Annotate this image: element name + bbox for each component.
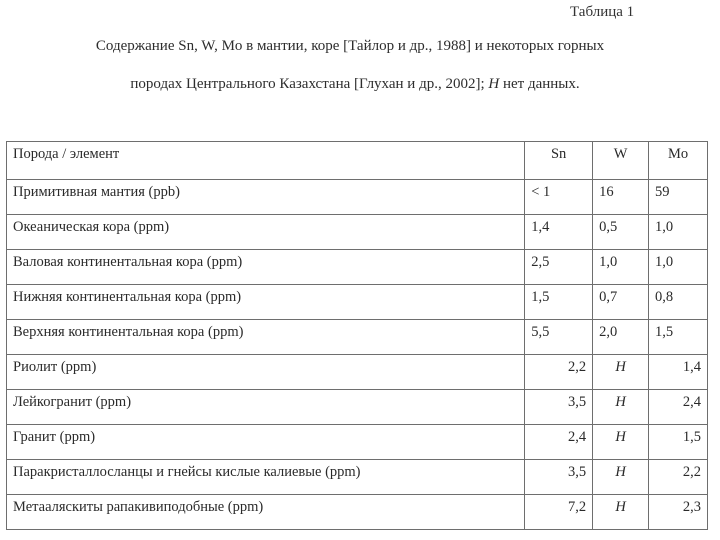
mo-value-cell: 1,5 [649, 425, 708, 460]
rock-name-cell: Гранит (ppm) [7, 425, 525, 460]
rock-name-cell: Океаническая кора (ppm) [7, 215, 525, 250]
header-rock: Порода / элемент [7, 142, 525, 180]
rock-name-cell: Метааляскиты рапакивиподобные (ppm) [7, 495, 525, 530]
rock-name-cell: Нижняя континентальная кора (ppm) [7, 285, 525, 320]
table-number-label: Таблица 1 [570, 4, 635, 20]
w-value-cell: Н [593, 495, 649, 530]
header-sn: Sn [525, 142, 593, 180]
mo-value-cell: 59 [649, 180, 708, 215]
mo-value-cell: 2,3 [649, 495, 708, 530]
mo-value-cell: 1,0 [649, 215, 708, 250]
table-caption-line-2 [0, 76, 715, 93]
header-w: W [593, 142, 649, 180]
w-value-cell: 1,0 [593, 250, 649, 285]
table-row [7, 460, 708, 495]
table-header-row [7, 142, 708, 180]
element-content-table [6, 141, 708, 530]
caption-text: породах Центрального Казахстана [Глухан и др., 2002]; [130, 76, 489, 92]
w-value-cell: 2,0 [593, 320, 649, 355]
mo-value-cell: 0,8 [649, 285, 708, 320]
mo-value-cell: 2,4 [649, 390, 708, 425]
table-row [7, 390, 708, 425]
caption-no-data-symbol: Н [488, 76, 500, 92]
w-value-cell: 0,7 [593, 285, 649, 320]
rock-name-cell: Валовая континентальная кора (ppm) [7, 250, 525, 285]
w-value-cell: Н [593, 355, 649, 390]
rock-name-cell: Лейкогранит (ppm) [7, 390, 525, 425]
w-value-cell: 16 [593, 180, 649, 215]
mo-value-cell: 1,0 [649, 250, 708, 285]
mo-value-cell: 1,4 [649, 355, 708, 390]
sn-value-cell: 7,2 [525, 495, 593, 530]
rock-name-cell: Верхняя континентальная кора (ppm) [7, 320, 525, 355]
sn-value-cell: 1,5 [525, 285, 593, 320]
table-row [7, 250, 708, 285]
caption-no-data-text: нет данных. [499, 76, 580, 92]
rock-name-cell: Риолит (ppm) [7, 355, 525, 390]
sn-value-cell: 2,2 [525, 355, 593, 390]
w-value-cell: Н [593, 460, 649, 495]
w-value-cell: 0,5 [593, 215, 649, 250]
rock-name-cell: Примитивная мантия (ppb) [7, 180, 525, 215]
table-row [7, 495, 708, 530]
w-value-cell: Н [593, 425, 649, 460]
table-row [7, 355, 708, 390]
table-caption-line-1: Содержание Sn, W, Mo в мантии, коре [Тайлор и др., 1988] и некоторых горных [95, 38, 605, 54]
table-row [7, 215, 708, 250]
rock-name-cell: Паракристаллосланцы и гнейсы кислые калиевые (ppm) [7, 460, 525, 495]
sn-value-cell: 2,5 [525, 250, 593, 285]
sn-value-cell: < 1 [525, 180, 593, 215]
w-value-cell: Н [593, 390, 649, 425]
table-row [7, 320, 708, 355]
sn-value-cell: 2,4 [525, 425, 593, 460]
sn-value-cell: 5,5 [525, 320, 593, 355]
sn-value-cell: 1,4 [525, 215, 593, 250]
header-mo: Mo [649, 142, 708, 180]
sn-value-cell: 3,5 [525, 460, 593, 495]
sn-value-cell: 3,5 [525, 390, 593, 425]
table-row [7, 285, 708, 320]
mo-value-cell: 2,2 [649, 460, 708, 495]
mo-value-cell: 1,5 [649, 320, 708, 355]
table-row [7, 180, 708, 215]
table-row [7, 425, 708, 460]
